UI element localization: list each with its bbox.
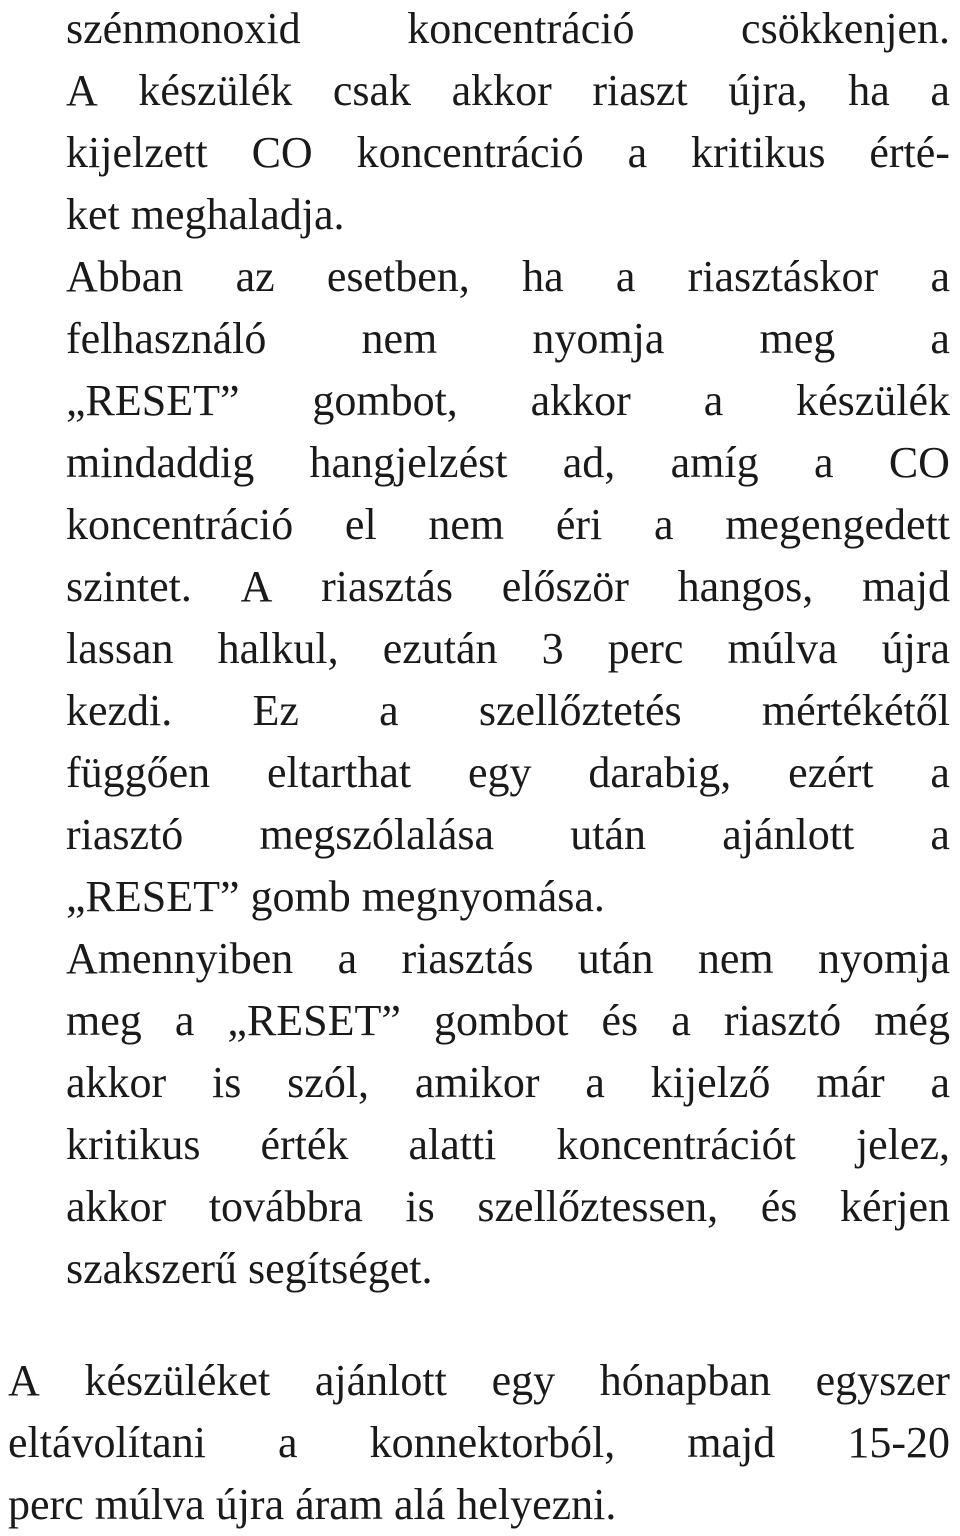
word: érték: [260, 1120, 349, 1169]
word: az: [235, 252, 275, 301]
word: darabig,: [588, 748, 732, 797]
word: kezdi.: [66, 686, 173, 735]
word: mindaddig: [66, 438, 255, 487]
word: után: [570, 810, 647, 859]
word: mértékétől: [761, 686, 950, 735]
word: a: [703, 376, 724, 425]
word: továbbra: [208, 1182, 363, 1231]
text-line: [66, 122, 950, 184]
word: a: [174, 996, 195, 1045]
word: Amennyiben: [66, 934, 294, 983]
word: riasztáskor: [687, 252, 879, 301]
word: amíg: [670, 438, 759, 487]
word: meg: [759, 314, 836, 363]
word: kijelző: [650, 1058, 771, 1107]
word: amikor: [414, 1058, 540, 1107]
text-line: [66, 1052, 950, 1114]
text-line: [66, 680, 950, 742]
word: készülék: [138, 66, 293, 115]
word: is: [212, 1058, 242, 1107]
word: hangjelzést: [309, 438, 508, 487]
word: a: [379, 686, 399, 735]
word: riaszt: [592, 66, 688, 115]
word: ajánlott: [314, 1356, 447, 1405]
text-line: [8, 1412, 950, 1474]
word: a: [930, 314, 950, 363]
word: nem: [361, 314, 438, 363]
word: éri: [555, 500, 603, 549]
word: a: [930, 252, 950, 301]
word: A: [66, 66, 98, 115]
word: el: [344, 500, 377, 549]
word: koncentrációt: [556, 1120, 796, 1169]
word: csökkenjen.: [741, 4, 950, 53]
word: ezért: [788, 748, 874, 797]
word: és: [760, 1182, 798, 1231]
word: nyomja: [818, 934, 950, 983]
word: ha: [522, 252, 564, 301]
word: akkor: [66, 1058, 167, 1107]
word: konnektorból,: [369, 1418, 616, 1467]
word: még: [874, 996, 950, 1045]
word: egy: [491, 1356, 556, 1405]
word: lassan: [66, 624, 174, 673]
word: megengedett: [725, 500, 950, 549]
word: a: [627, 128, 648, 177]
word: A: [240, 562, 273, 611]
word: majd: [687, 1418, 776, 1467]
word: esetben,: [326, 252, 470, 301]
word: nem: [697, 934, 774, 983]
word: és: [601, 996, 639, 1045]
word: koncentráció: [356, 128, 584, 177]
word: a: [278, 1418, 298, 1467]
word: „RESET”: [227, 996, 401, 1045]
text-line: [8, 1350, 950, 1412]
word: riasztás: [321, 562, 454, 611]
word: szénmonoxid: [66, 4, 301, 53]
word: jelez,: [855, 1120, 950, 1169]
text-line: [66, 990, 950, 1052]
word: meg: [66, 996, 142, 1045]
word: szellőztetés: [478, 686, 682, 735]
word: 15-20: [847, 1418, 950, 1467]
word: ha: [848, 66, 890, 115]
text-line: „RESET” gomb megnyomása.: [66, 872, 605, 921]
word: újra,: [728, 66, 808, 115]
word: gombot: [434, 996, 569, 1045]
text-line: [66, 618, 950, 680]
word: a: [813, 438, 834, 487]
word: riasztás: [401, 934, 534, 983]
word: CO: [888, 438, 950, 487]
word: akkor: [451, 66, 552, 115]
text-line: perc múlva újra áram alá helyezni.: [8, 1480, 617, 1529]
word: kritikus: [691, 128, 826, 177]
text-line: [66, 432, 950, 494]
word: kérjen: [840, 1182, 950, 1231]
text-line: [66, 246, 950, 308]
word: kijelzett: [66, 128, 208, 177]
text-line: [66, 0, 950, 60]
word: csak: [332, 66, 412, 115]
word: a: [615, 252, 636, 301]
word: koncentráció: [66, 500, 294, 549]
word: eltarthat: [267, 748, 412, 797]
word: már: [816, 1058, 885, 1107]
word: a: [671, 996, 691, 1045]
text-line: [66, 1114, 950, 1176]
word: akkor: [66, 1182, 167, 1231]
word: majd: [861, 562, 950, 611]
text-line: [66, 308, 950, 370]
word: szellőztessen,: [477, 1182, 719, 1231]
word: halkul,: [217, 624, 339, 673]
word: a: [930, 810, 950, 859]
word: ezután: [382, 624, 498, 673]
word: 3: [541, 624, 564, 673]
word: Ez: [252, 686, 299, 735]
text-line: [66, 928, 950, 990]
word: szól,: [287, 1058, 370, 1107]
word: ajánlott: [722, 810, 855, 859]
word: újra: [881, 624, 950, 673]
text-line: [66, 1176, 950, 1238]
word: akkor: [530, 376, 631, 425]
word: a: [337, 934, 358, 983]
text-line: [66, 494, 950, 556]
word: riasztó: [723, 996, 842, 1045]
text-line: [66, 60, 950, 122]
word: készüléket: [84, 1356, 271, 1405]
word: a: [585, 1058, 605, 1107]
text-line: [66, 556, 950, 618]
word: a: [930, 748, 950, 797]
word: után: [577, 934, 654, 983]
word: is: [405, 1182, 435, 1231]
text-line: szakszerű segítséget.: [66, 1244, 433, 1293]
word: megszólalása: [259, 810, 495, 859]
word: függően: [66, 748, 211, 797]
word: gombot,: [312, 376, 458, 425]
word: egy: [467, 748, 532, 797]
word: először: [501, 562, 629, 611]
word: készülék: [796, 376, 950, 425]
text-line: [66, 370, 950, 432]
word: nyomja: [532, 314, 665, 363]
word: szintet.: [66, 562, 192, 611]
word: Abban: [66, 252, 184, 301]
word: perc: [607, 624, 684, 673]
word: a: [930, 1058, 950, 1107]
word: a: [930, 66, 950, 115]
word: riasztó: [66, 810, 184, 859]
word: alatti: [408, 1120, 497, 1169]
word: felhasználó: [66, 314, 267, 363]
word: A: [8, 1356, 40, 1405]
word: érté-: [869, 128, 950, 177]
text-line: [66, 804, 950, 866]
word: a: [653, 500, 674, 549]
word: ad,: [562, 438, 616, 487]
text-line: ket meghaladja.: [66, 190, 345, 239]
word: nem: [428, 500, 505, 549]
word: kritikus: [66, 1120, 201, 1169]
word: koncentráció: [407, 4, 635, 53]
text-line: [66, 742, 950, 804]
word: eltávolítani: [8, 1418, 206, 1467]
word: múlva: [727, 624, 838, 673]
word: hangos,: [677, 562, 814, 611]
word: hónapban: [599, 1356, 771, 1405]
word: egyszer: [815, 1356, 950, 1405]
word: „RESET”: [66, 376, 240, 425]
word: CO: [251, 128, 313, 177]
